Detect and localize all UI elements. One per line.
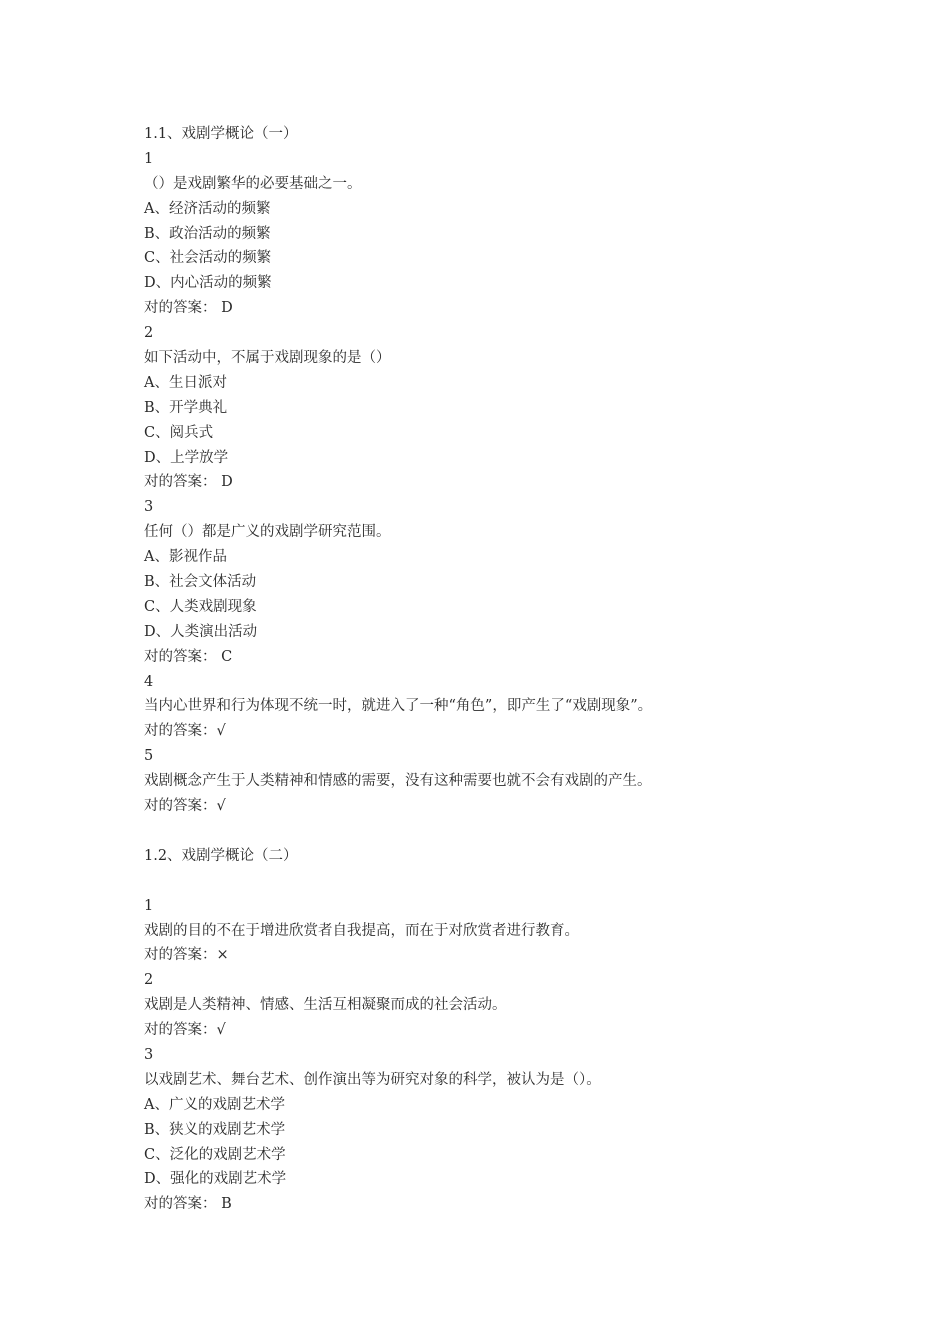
question-text: 以戏剧艺术、舞台艺术、创作演出等为研究对象的科学，被认为是（）。	[144, 1071, 601, 1088]
answer-option: A、生日派对	[144, 374, 227, 391]
answer-option: B、社会文体活动	[144, 574, 257, 591]
correct-answer: 对的答案： B	[144, 1196, 232, 1213]
question-number: 3	[144, 499, 154, 516]
correct-answer: 对的答案：√	[144, 798, 226, 815]
answer-option: A、广义的戏剧艺术学	[144, 1096, 285, 1113]
answer-option: D、内心活动的频繁	[144, 275, 272, 292]
question-number: 3	[144, 1046, 154, 1063]
answer-option: C、阅兵式	[144, 424, 214, 441]
question-number: 2	[144, 972, 154, 989]
correct-answer: 对的答案：√	[144, 1022, 226, 1039]
question-text: 如下活动中，不属于戏剧现象的是（）	[144, 350, 391, 367]
answer-option: C、社会活动的频繁	[144, 250, 272, 267]
question-text: 任何（）都是广义的戏剧学研究范围。	[144, 524, 391, 541]
question-text: 戏剧概念产生于人类精神和情感的需要，没有这种需要也就不会有戏剧的产生。	[144, 773, 652, 790]
answer-option: A、经济活动的频繁	[144, 200, 271, 217]
answer-option: B、狭义的戏剧艺术学	[144, 1121, 286, 1138]
answer-option: D、人类演出活动	[144, 623, 258, 640]
question-text: （）是戏剧繁华的必要基础之一。	[144, 175, 362, 192]
question-text: 当内心世界和行为体现不统一时，就进入了一种“角色”，即产生了“戏剧现象”。	[144, 698, 653, 715]
answer-option: C、人类戏剧现象	[144, 598, 257, 615]
correct-answer: 对的答案：×	[144, 947, 229, 964]
question-number: 5	[144, 748, 154, 765]
answer-option: D、上学放学	[144, 449, 229, 466]
section-spacer	[144, 819, 884, 844]
correct-answer: 对的答案： D	[144, 300, 233, 317]
question-number: 4	[144, 673, 154, 690]
question-number: 1	[144, 897, 154, 914]
section-title: 1.1、戏剧学概论（一）	[144, 126, 298, 142]
title-spacer	[144, 869, 884, 894]
answer-option: A、影视作品	[144, 549, 227, 566]
question-text: 戏剧的目的不在于增进欣赏者自我提高，而在于对欣赏者进行教育。	[144, 922, 579, 939]
correct-answer: 对的答案： C	[144, 648, 233, 665]
answer-option: B、开学典礼	[144, 399, 228, 416]
answer-option: B、政治活动的频繁	[144, 225, 271, 242]
answer-option: D、强化的戏剧艺术学	[144, 1171, 287, 1188]
question-number: 1	[144, 150, 154, 167]
question-text: 戏剧是人类精神、情感、生活互相凝聚而成的社会活动。	[144, 997, 507, 1014]
correct-answer: 对的答案：√	[144, 723, 226, 740]
answer-option: C、泛化的戏剧艺术学	[144, 1146, 286, 1163]
section-title: 1.2、戏剧学概论（二）	[144, 847, 298, 864]
correct-answer: 对的答案： D	[144, 474, 233, 491]
document-body	[144, 122, 884, 1217]
question-number: 2	[144, 325, 154, 342]
